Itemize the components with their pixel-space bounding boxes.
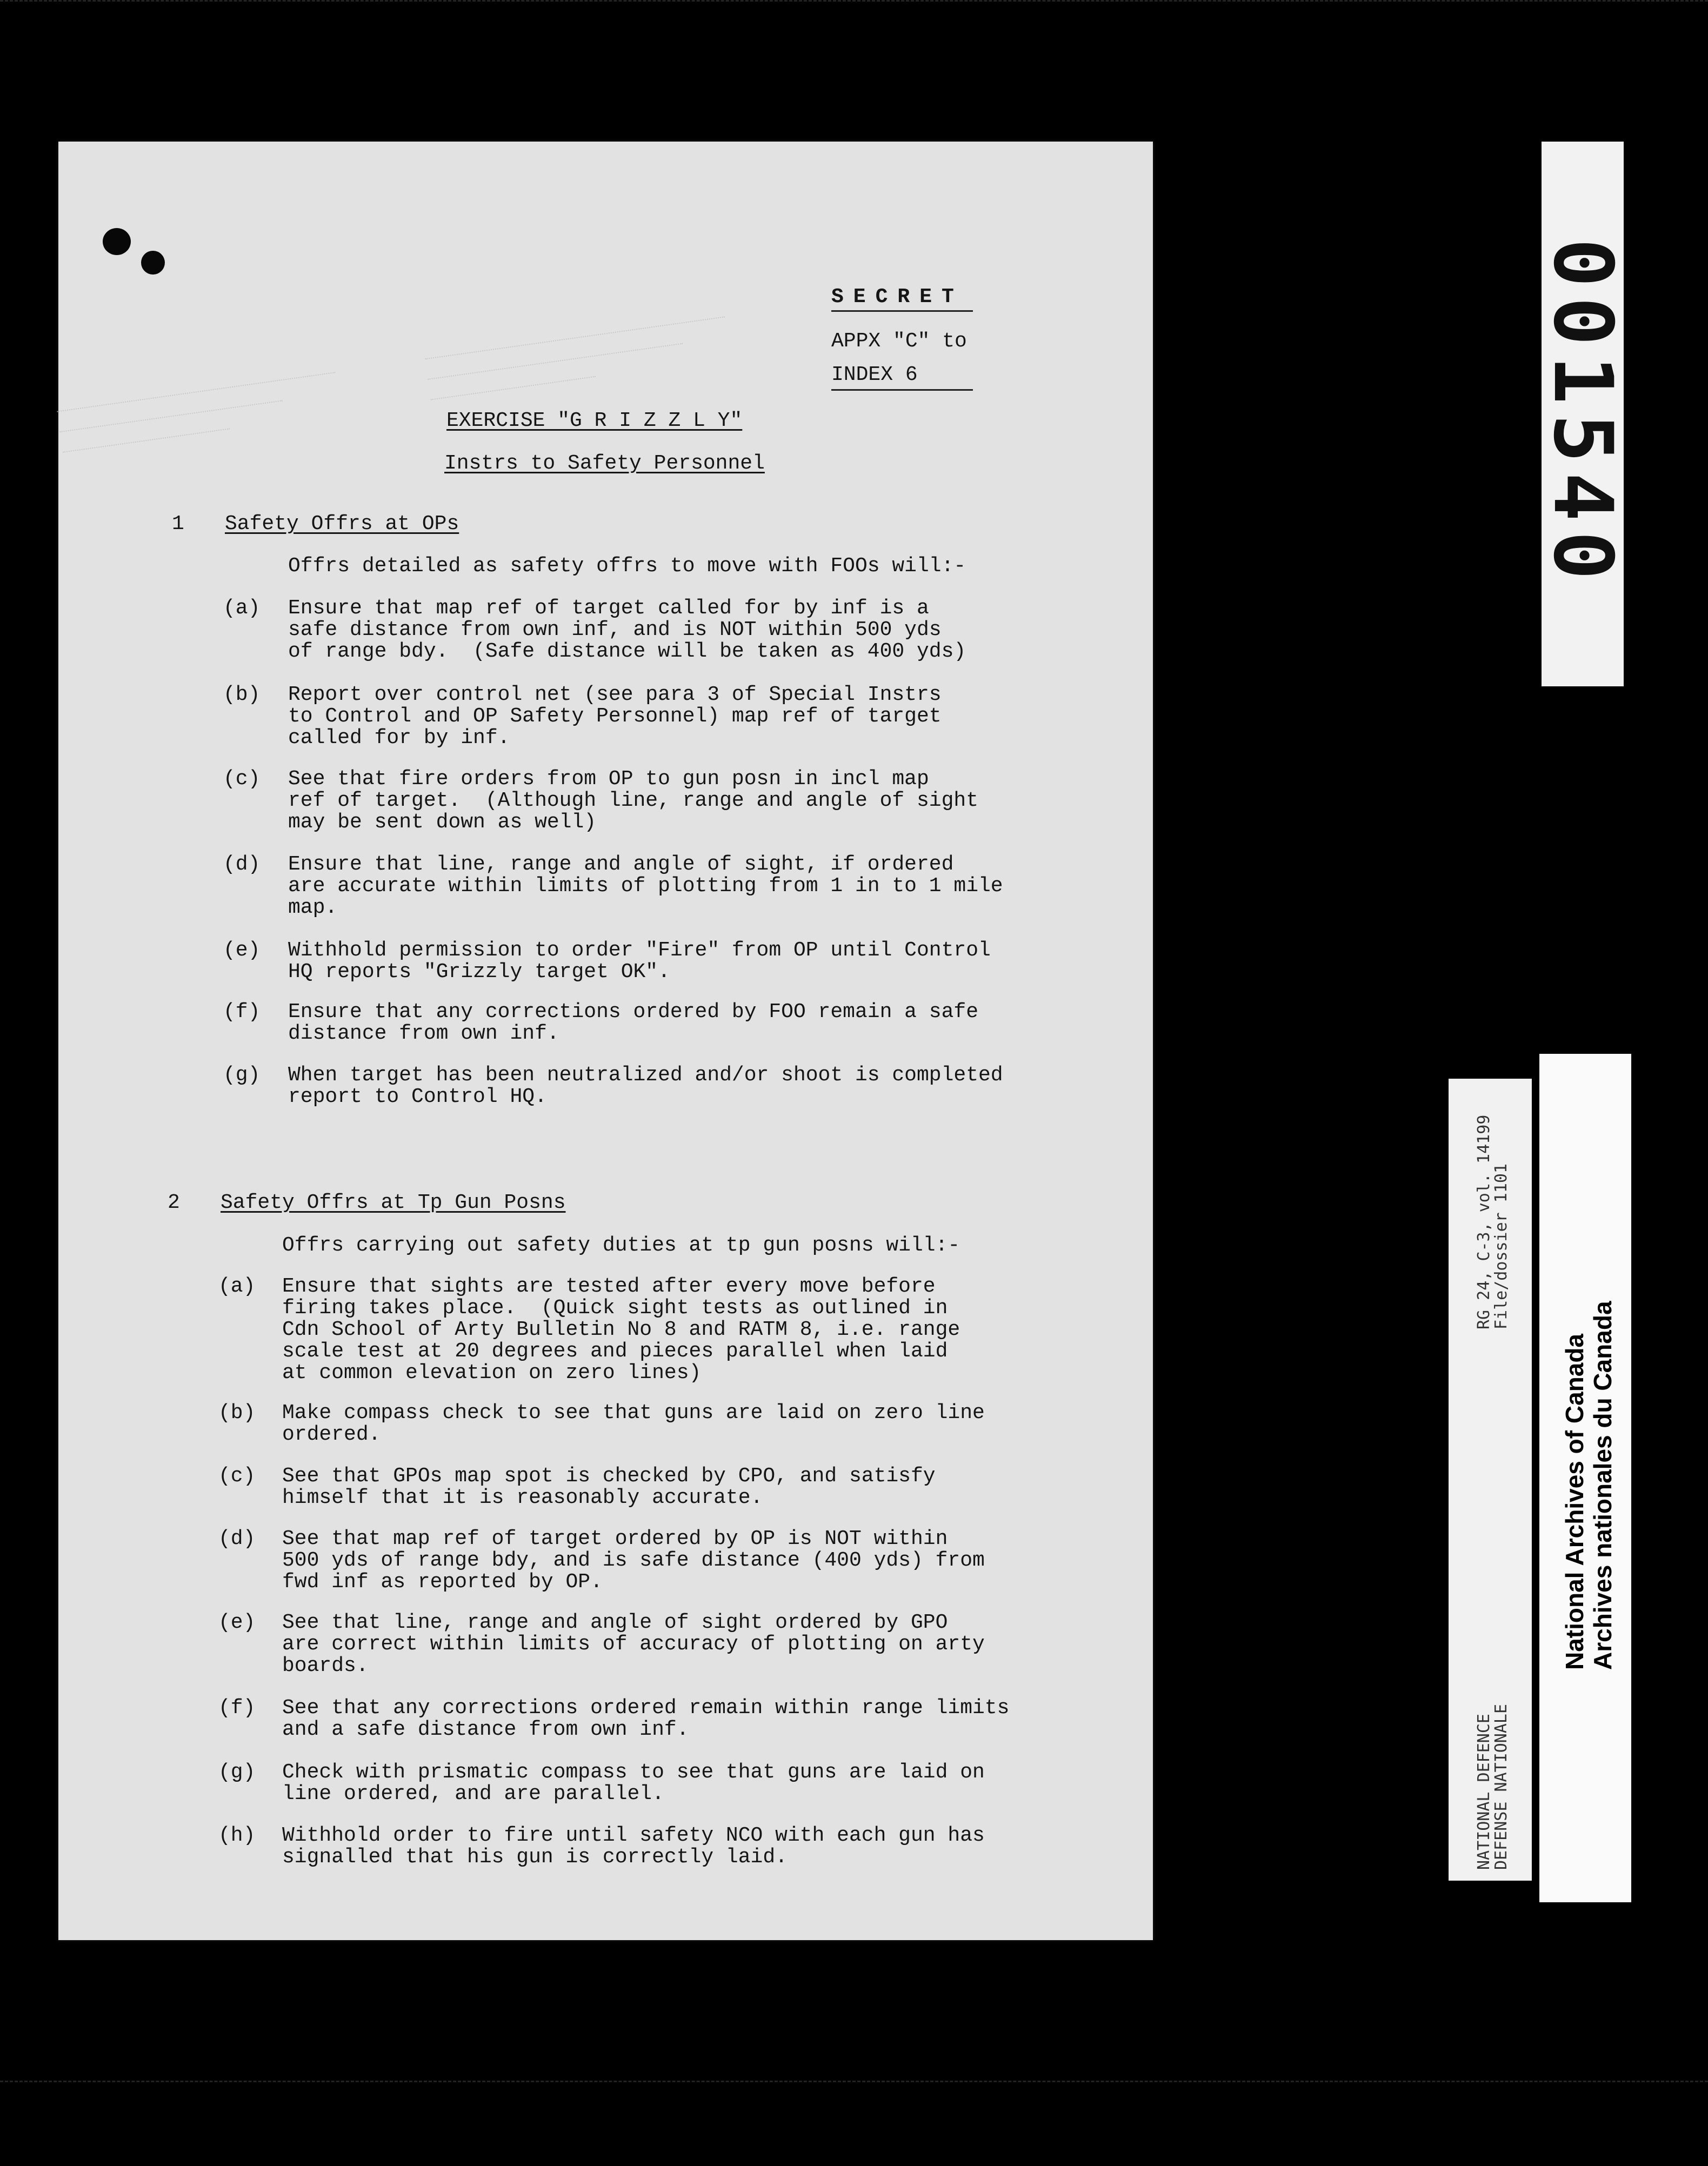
item-label: (g) bbox=[223, 1064, 261, 1087]
item-text-line: scale test at 20 degrees and pieces parallel when laid bbox=[282, 1340, 948, 1363]
document-subtitle: Instrs to Safety Personnel bbox=[444, 452, 765, 475]
item-text-line: See that line, range and angle of sight ordered by GPO bbox=[282, 1611, 948, 1634]
dept-line-en: NATIONAL DEFENCE bbox=[1475, 1714, 1493, 1870]
item-text-line: distance from own inf. bbox=[288, 1022, 559, 1045]
section-number: 1 bbox=[172, 512, 184, 536]
item-text-line: HQ reports "Grizzly target OK". bbox=[288, 960, 670, 984]
item-text-line: safe distance from own inf, and is NOT within 500 yds bbox=[288, 618, 942, 641]
record-group-reference: RG 24, C-3, vol. 14199 bbox=[1475, 1114, 1493, 1329]
item-label: (c) bbox=[223, 767, 261, 791]
film-strip-bottom bbox=[0, 2081, 1708, 2163]
item-text-line: Check with prismatic compass to see that guns are laid on bbox=[282, 1761, 985, 1784]
item-text-line: ref of target. (Although line, range and angle of sight bbox=[288, 789, 979, 812]
item-text-line: at common elevation on zero lines) bbox=[282, 1361, 702, 1385]
item-text-line: See that any corrections ordered remain within range limits bbox=[282, 1696, 1010, 1720]
item-text-line: boards. bbox=[282, 1654, 369, 1677]
item-text-line: See that GPOs map spot is checked by CPO, and satisfy bbox=[282, 1465, 936, 1488]
section-intro: Offrs carrying out safety duties at tp gun posns will:- bbox=[282, 1234, 960, 1257]
archives-name-en: National Archives of Canada bbox=[1560, 1333, 1589, 1670]
reference-card bbox=[1449, 1079, 1532, 1881]
archives-name-fr: Archives nationales du Canada bbox=[1589, 1301, 1617, 1670]
item-label: (d) bbox=[223, 853, 261, 876]
item-text-line: line ordered, and are parallel. bbox=[282, 1782, 664, 1806]
section-number: 2 bbox=[168, 1191, 180, 1214]
item-text-line: 500 yds of range bdy, and is safe distance (400 yds) from bbox=[282, 1549, 985, 1572]
item-text-line: report to Control HQ. bbox=[288, 1085, 547, 1108]
item-label: (d) bbox=[218, 1527, 256, 1550]
item-text-line: Ensure that sights are tested after every move before bbox=[282, 1275, 936, 1298]
index-reference: INDEX 6 bbox=[831, 363, 918, 386]
item-label: (f) bbox=[223, 1000, 261, 1024]
item-text-line: may be sent down as well) bbox=[288, 811, 597, 834]
appendix-reference: APPX "C" to bbox=[831, 330, 967, 353]
item-label: (b) bbox=[218, 1401, 256, 1425]
item-text-line: Ensure that line, range and angle of sight, if ordered bbox=[288, 853, 954, 876]
document-page bbox=[58, 142, 1153, 1940]
item-label: (g) bbox=[218, 1761, 256, 1784]
item-text-line: Ensure that any corrections ordered by FOO remain a safe bbox=[288, 1000, 979, 1024]
item-text-line: fwd inf as reported by OP. bbox=[282, 1570, 603, 1594]
item-label: (a) bbox=[223, 597, 261, 620]
classification-underline bbox=[831, 310, 973, 312]
exercise-title: EXERCISE "G R I Z Z L Y" bbox=[446, 409, 743, 432]
item-label: (h) bbox=[218, 1824, 256, 1847]
item-text-line: Withhold order to fire until safety NCO with each gun has bbox=[282, 1824, 985, 1847]
item-label: (e) bbox=[218, 1611, 256, 1634]
item-text-line: and a safe distance from own inf. bbox=[282, 1718, 689, 1741]
item-text-line: of range bdy. (Safe distance will be taken as 400 yds) bbox=[288, 640, 966, 663]
archives-label-card bbox=[1539, 1054, 1631, 1902]
item-text-line: Make compass check to see that guns are laid on zero line bbox=[282, 1401, 985, 1425]
item-label: (c) bbox=[218, 1465, 256, 1488]
section-heading: Safety Offrs at Tp Gun Posns bbox=[221, 1191, 566, 1214]
item-text-line: Cdn School of Arty Bulletin No 8 and RATM 8, i.e. range bbox=[282, 1318, 960, 1341]
film-strip-top bbox=[0, 0, 1708, 83]
item-text-line: called for by inf. bbox=[288, 726, 510, 750]
index-underline bbox=[831, 389, 973, 391]
item-text-line: are accurate within limits of plotting from 1 in to 1 mile bbox=[288, 874, 1003, 898]
item-label: (a) bbox=[218, 1275, 256, 1298]
classification-marking: SECRET bbox=[831, 285, 964, 309]
item-text-line: signalled that his gun is correctly laid. bbox=[282, 1846, 788, 1869]
faded-stamp bbox=[55, 360, 343, 463]
dept-line-fr: DEFENSE NATIONALE bbox=[1492, 1703, 1511, 1870]
item-text-line: are correct within limits of accuracy of plotting on arty bbox=[282, 1633, 985, 1656]
faded-stamp-2 bbox=[423, 305, 731, 406]
item-label: (b) bbox=[223, 683, 261, 706]
punch-hole-2 bbox=[141, 251, 165, 275]
frame-number: 001540 bbox=[1536, 238, 1630, 590]
file-reference: File/dossier 1101 bbox=[1492, 1163, 1511, 1329]
item-text-line: Report over control net (see para 3 of Special Instrs bbox=[288, 683, 942, 706]
section-heading: Safety Offrs at OPs bbox=[225, 512, 459, 536]
item-text-line: See that map ref of target ordered by OP is NOT within bbox=[282, 1527, 948, 1550]
item-label: (f) bbox=[218, 1696, 256, 1720]
item-text-line: ordered. bbox=[282, 1423, 381, 1446]
item-text-line: himself that it is reasonably accurate. bbox=[282, 1486, 763, 1509]
item-text-line: firing takes place. (Quick sight tests as outlined in bbox=[282, 1296, 948, 1320]
frame-number-card bbox=[1536, 142, 1630, 686]
item-label: (e) bbox=[223, 939, 261, 962]
punch-hole-1 bbox=[103, 228, 131, 255]
item-text-line: to Control and OP Safety Personnel) map ref of target bbox=[288, 705, 942, 728]
item-text-line: See that fire orders from OP to gun posn in incl map bbox=[288, 767, 929, 791]
item-text-line: When target has been neutralized and/or shoot is completed bbox=[288, 1064, 1003, 1087]
item-text-line: Ensure that map ref of target called for by inf is a bbox=[288, 597, 929, 620]
section-intro: Offrs detailed as safety offrs to move with FOOs will:- bbox=[288, 554, 966, 578]
item-text-line: map. bbox=[288, 896, 338, 919]
item-text-line: Withhold permission to order "Fire" from OP until Control bbox=[288, 939, 991, 962]
